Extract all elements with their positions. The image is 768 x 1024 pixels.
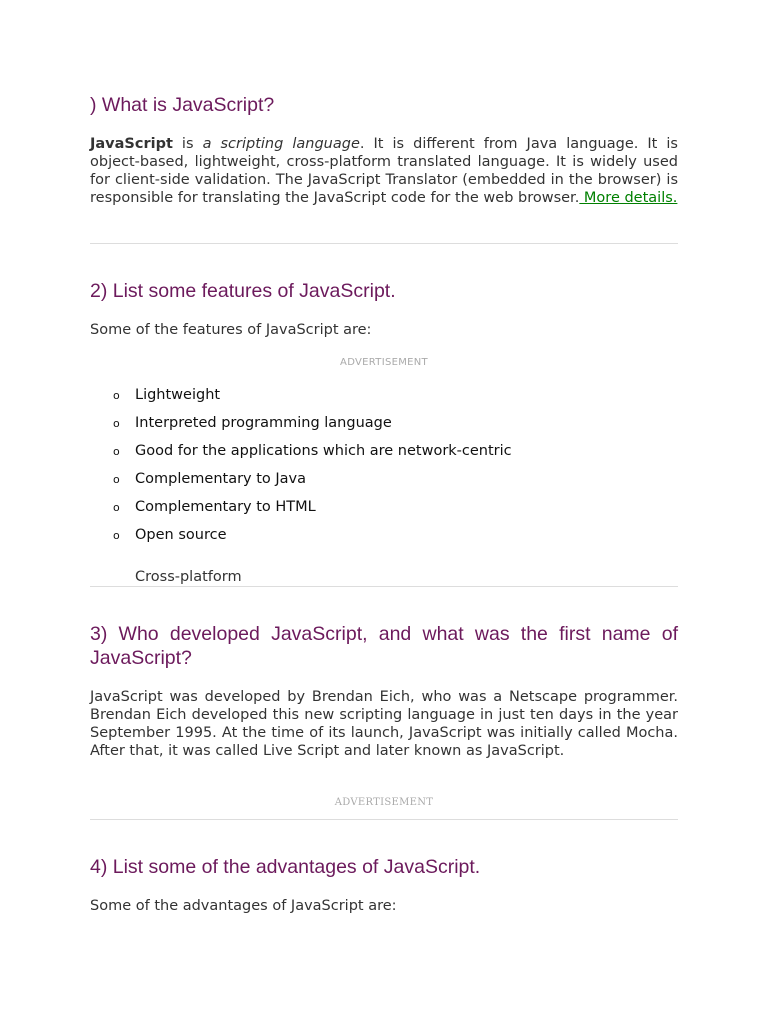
bullet-icon: o [113, 473, 120, 486]
features-list [90, 386, 678, 554]
bullet-icon: o [113, 417, 120, 430]
features-intro: Some of the features of JavaScript are: [90, 322, 372, 338]
bullet-icon: o [113, 501, 120, 514]
feature-cross-platform: Cross-platform [135, 569, 242, 585]
question-3-answer: JavaScript was developed by Brendan Eich, who was a Netscape programmer. Brendan Eich developed this new scripting language in just ten days in the year September 1995. At the time of its launch, JavaScript was initially called Mocha. After that, it was called Live Script and later known as JavaScript. [90, 689, 678, 759]
list-item [90, 414, 678, 442]
bullet-icon: o [113, 529, 120, 542]
section-divider [90, 819, 678, 820]
section-divider [90, 586, 678, 587]
more-details-link[interactable]: More details. [579, 190, 678, 206]
question-1-answer [90, 135, 678, 207]
list-item [90, 498, 678, 526]
question-1-heading: ) What is JavaScript? [90, 94, 275, 116]
javascript-term: JavaScript [90, 136, 173, 152]
advertisement-label: ADVERTISEMENT [334, 797, 434, 808]
feature-text: Complementary to Java [135, 471, 307, 487]
question-4-heading: 4) List some of the advantages of JavaScript. [90, 856, 481, 878]
list-item [90, 470, 678, 498]
question-3-heading: 3) Who developed JavaScript, and what was the first name of JavaScript? [90, 623, 678, 669]
feature-text: Open source [135, 527, 227, 543]
advertisement-label: ADVERTISEMENT [340, 357, 428, 368]
question-2-heading: 2) List some features of JavaScript. [90, 280, 396, 302]
section-divider [90, 243, 678, 244]
feature-text: Complementary to HTML [135, 499, 316, 515]
answer-text-body: . It is different from Java language. It is object-based, lightweight, cross-platform translated language. It is widely used for client-side validation. The JavaScript Translator (embedded in the browser) is responsible for translating the JavaScript code for the web browser. [90, 136, 678, 206]
scripting-language-phrase: a scripting language [202, 136, 360, 152]
bullet-icon: o [113, 389, 120, 402]
feature-text: Interpreted programming language [135, 415, 392, 431]
advantages-intro: Some of the advantages of JavaScript are: [90, 898, 397, 914]
list-item [90, 442, 678, 470]
list-item [90, 526, 678, 554]
answer-text-is: is [172, 136, 203, 152]
list-item [90, 386, 678, 414]
feature-text: Good for the applications which are network-centric [135, 443, 512, 459]
bullet-icon: o [113, 445, 120, 458]
feature-text: Lightweight [135, 387, 221, 403]
